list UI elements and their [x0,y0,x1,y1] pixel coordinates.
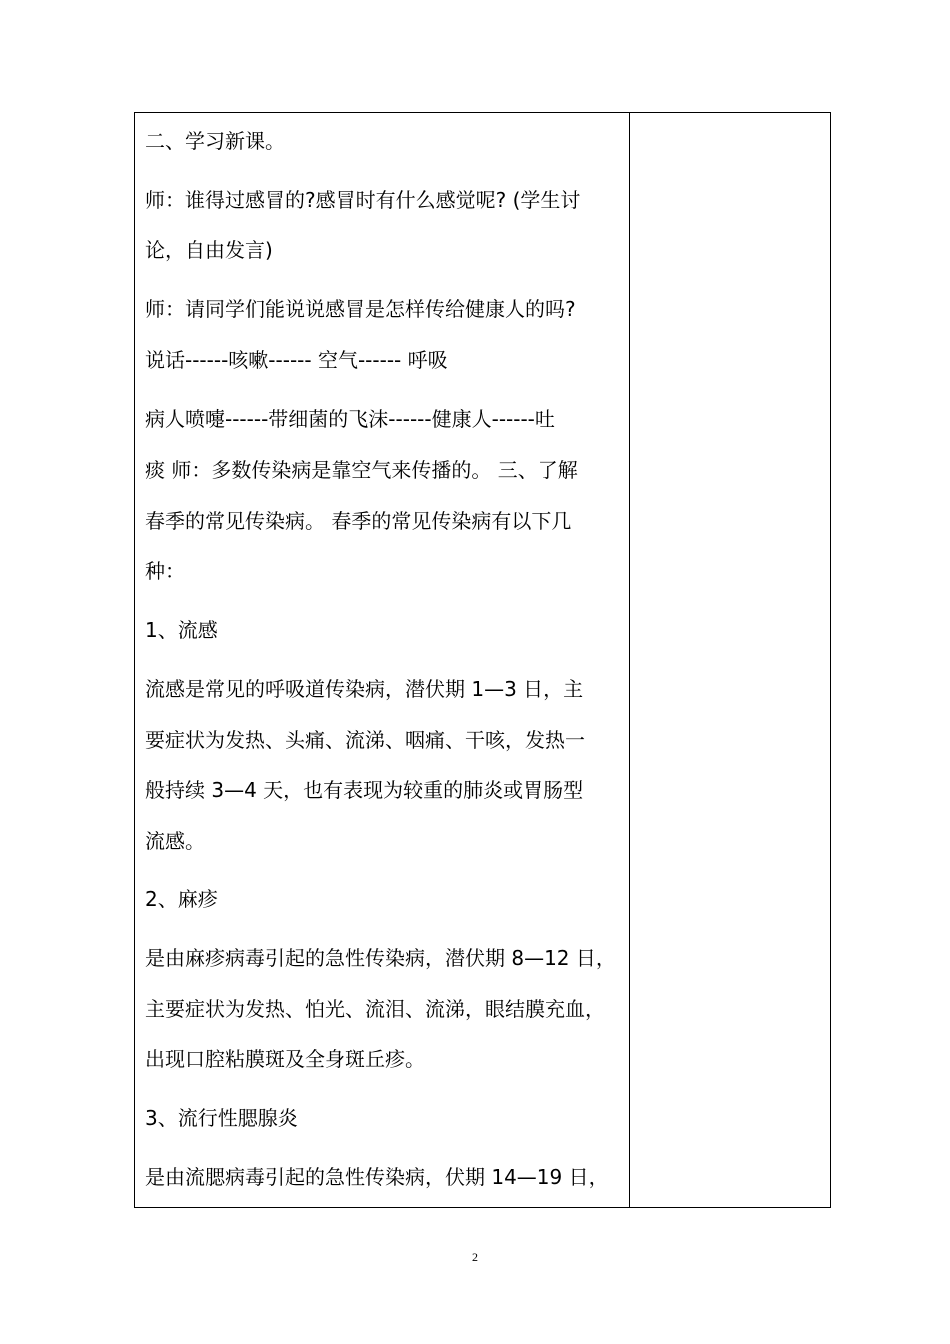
text-line: 二、学习新课。 [145,129,285,153]
text-line: 说话------咳嗽------ 空气------ 呼吸 [145,348,448,372]
text-line: 是由麻疹病毒引起的急性传染病，潜伏期 8—12 日， [145,946,616,970]
text-line: 论，自由发言) [145,238,273,262]
text-line: 3、流行性腮腺炎 [145,1106,298,1130]
text-line: 流感是常见的呼吸道传染病，潜伏期 1—3 日，主 [145,677,584,701]
text-line: 主要症状为发热、怕光、流泪、流涕，眼结膜充血， [145,997,605,1021]
text-line: 般持续 3—4 天，也有表现为较重的肺炎或胃肠型 [145,778,584,802]
text-line: 师：谁得过感冒的?感冒时有什么感觉呢? (学生讨 [145,188,581,212]
text-line: 病人喷嚏------带细菌的飞沫------健康人------吐 [145,407,555,431]
text-line: 春季的常见传染病。 春季的常见传染病有以下几 [145,509,572,533]
text-line: 师：请同学们能说说感冒是怎样传给健康人的吗? [145,297,576,321]
lesson-table [134,112,831,1208]
text-line: 流感。 [145,829,205,853]
lesson-content-cell [135,113,629,1207]
text-line: 要症状为发热、头痛、流涕、咽痛、干咳，发热一 [145,728,585,752]
text-line: 2、麻疹 [145,887,218,911]
text-line: 是由流腮病毒引起的急性传染病，伏期 14—19 日， [145,1165,609,1189]
text-line: 1、流感 [145,618,218,642]
text-line: 出现口腔粘膜斑及全身斑丘疹。 [145,1047,425,1071]
page-number: 2 [472,1250,478,1264]
text-line: 种： [145,559,185,583]
notes-cell [630,113,830,1207]
text-line: 痰 师：多数传染病是靠空气来传播的。 三、了解 [145,458,578,482]
